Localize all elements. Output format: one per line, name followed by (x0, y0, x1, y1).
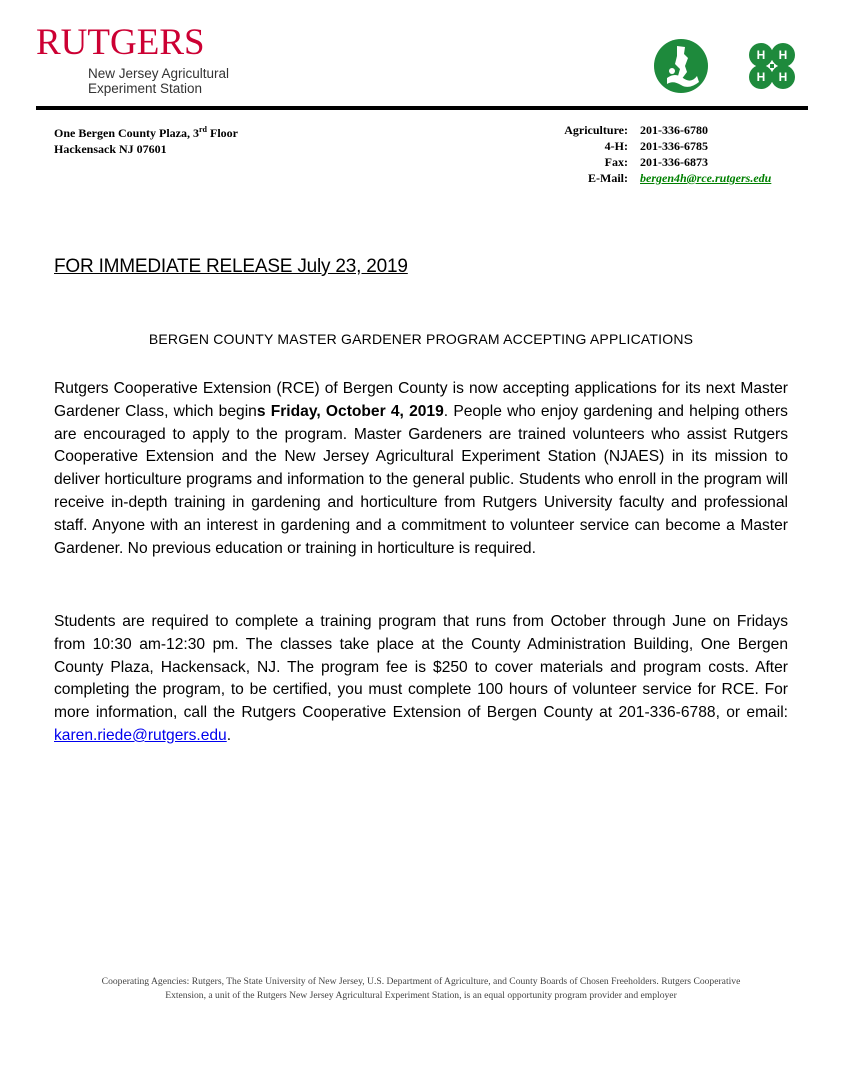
address-line1: One Bergen County Plaza, 3rd Floor (54, 125, 238, 140)
press-release-headline: BERGEN COUNTY MASTER GARDENER PROGRAM ACCEPTING APPLICATIONS (148, 331, 694, 347)
contact-row-email: E-Mail: bergen4h@rce.rutgers.edu (540, 170, 780, 186)
office-address (54, 122, 238, 157)
contact-email-link[interactable]: karen.riede@rutgers.edu (54, 726, 227, 744)
logo-subtitle (88, 66, 229, 96)
four-h-clover-icon (744, 38, 800, 94)
rutgers-logo (36, 22, 266, 96)
svg-text:H: H (756, 48, 766, 62)
class-start-date: s Friday, October 4, 2019 (256, 402, 444, 420)
office-email-link[interactable]: bergen4h@rce.rutgers.edu (640, 171, 772, 185)
nj-agriculture-emblem-icon (653, 38, 709, 94)
logo-subtitle-line2: Experiment Station (88, 81, 203, 96)
address-line2: Hackensack NJ 07601 (54, 142, 167, 156)
body-paragraph-1: Rutgers Cooperative Extension (RCE) of Bergen County is now accepting applications for its next Master Gardener Class, which begins Friday, October 4, 2019. People who enjoy gardening and helping others are encouraged to apply to the program. Master Gardeners are trained volunteers who assist Rutgers Cooperative Extension and the New Jersey Agricultural Experiment Station (NJAES) in its mission to deliver horticulture programs and information to the general public. Students who enroll in the program will receive in-depth training in gardening and horticulture from Rutgers University faculty and professional staff. Anyone with an interest in gardening and a commitment to volunteer service can become a Master Gardener. No previous education or training in horticulture is required. (54, 380, 788, 557)
contact-row-fax: Fax: 201-336-6873 (604, 155, 708, 169)
body-paragraph-2: Students are required to complete a training program that runs from October through June on Fridays from 10:30 am-12:30 pm. The classes take place at the County Administration Building, One Bergen County Plaza, Hackensack, NJ. The program fee is $250 to cover materials and program costs. After completing the program, to be certified, you must complete 100 hours of volunteer service for RCE. For more information, call the Rutgers Cooperative Extension of Bergen County at 201-336-6788, or email: karen.riede@rutgers.edu. (54, 613, 788, 744)
svg-text:H: H (778, 48, 788, 62)
header-divider (36, 106, 808, 110)
footer-line2: Extension, a unit of the Rutgers New Jersey Agricultural Experiment Station, is an equal opportunity program provider and employer (165, 990, 677, 1001)
contact-row-4h: 4-H: 201-336-6785 (604, 139, 708, 153)
svg-text:H: H (756, 70, 766, 84)
release-date-heading: FOR IMMEDIATE RELEASE July 23, 2019 (54, 256, 408, 277)
footer-disclaimer (54, 975, 788, 1003)
footer-line1: Cooperating Agencies: Rutgers, The State University of New Jersey, U.S. Department of Agriculture, and County Boards of Chosen Freeholders. Rutgers Cooperative (101, 976, 741, 987)
logo-wordmark: RUTGERS (36, 22, 205, 63)
contact-block (540, 122, 780, 186)
logo-subtitle-line1: New Jersey Agricultural (88, 66, 230, 81)
contact-row-agriculture: Agriculture: 201-336-6780 (564, 123, 708, 137)
svg-text:H: H (778, 70, 788, 84)
